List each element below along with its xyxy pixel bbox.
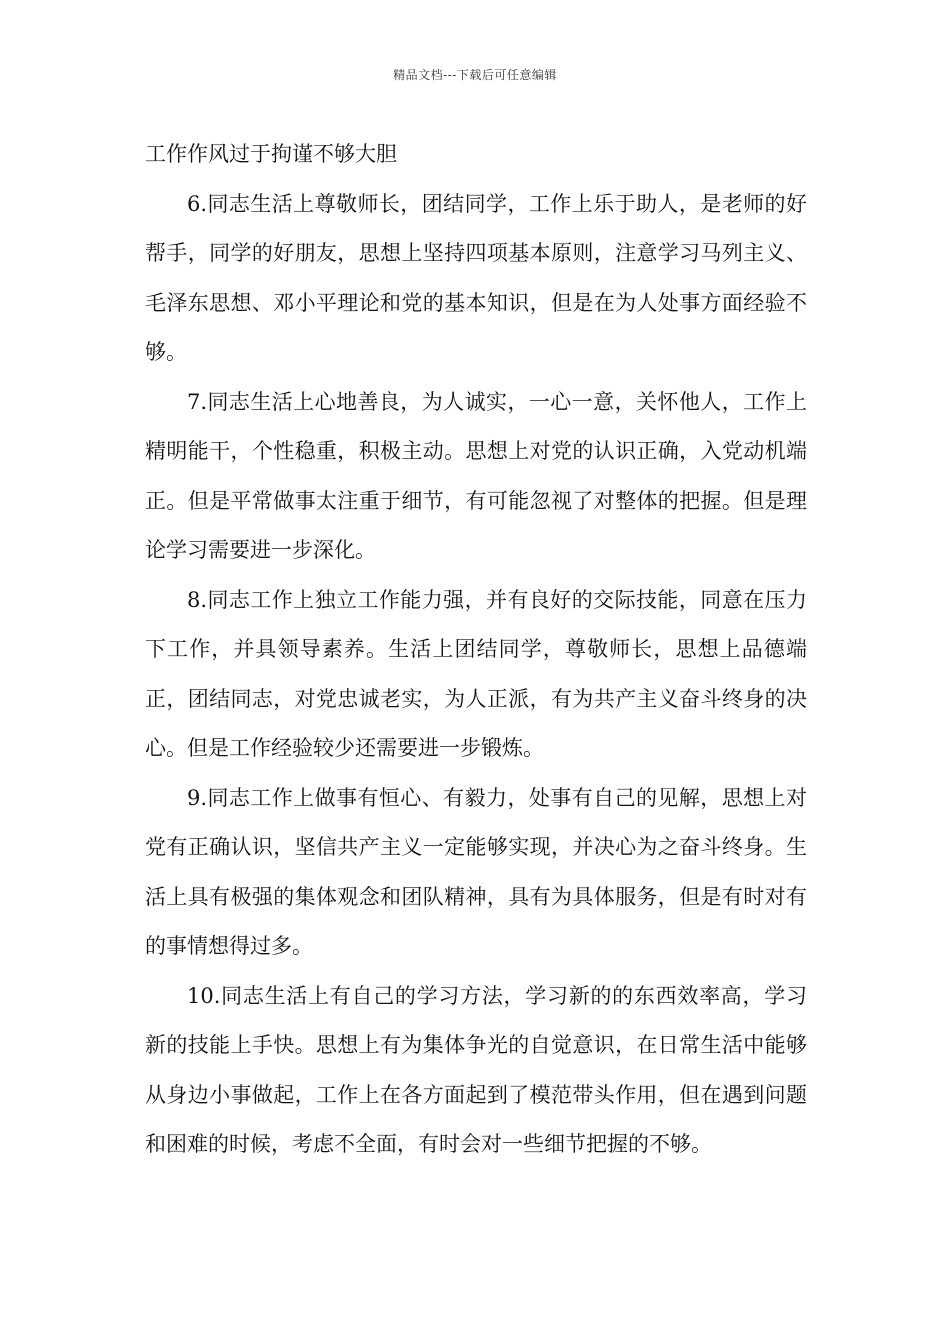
paragraph-item-9: 9.同志工作上做事有恒心、有毅力，处事有自己的见解，思想上对党有正确认识，坚信共产主义一定能够实现，并决心为之奋斗终身。生活上具有极强的集体观念和团队精神，具有为具体服务，但是有时对有的事情想得过多。: [145, 785, 807, 958]
paragraph-item-10: 10.同志生活上有自己的学习方法，学习新的的东西效率高，学习新的技能上手快。思想上有为集体争光的自觉意识，在日常生活中能够从身边小事做起，工作上在各方面起到了模范带头作用，但在遇到问题和困难的时候，考虑不全面，有时会对一些细节把握的不够。: [145, 983, 807, 1156]
paragraph-item-6: 6.同志生活上尊敬师长，团结同学，工作上乐于助人，是老师的好帮手，同学的好朋友，思想上坚持四项基本原则，注意学习马列主义、毛泽东思想、邓小平理论和党的基本知识，但是在为人处事方面经验不够。: [145, 191, 807, 364]
paragraph-continuation: 工作作风过于拘谨不够大胆: [145, 142, 397, 166]
paragraph-item-8: 8.同志工作上独立工作能力强，并有良好的交际技能，同意在压力下工作，并具领导素养。生活上团结同学，尊敬师长，思想上品德端正，团结同志，对党忠诚老实，为人正派，有为共产主义奋斗终身的决心。但是工作经验较少还需要进一步锻炼。: [145, 587, 807, 760]
paragraph-item-7: 7.同志生活上心地善良，为人诚实，一心一意，关怀他人，工作上精明能干，个性稳重，积极主动。思想上对党的认识正确，入党动机端正。但是平常做事太注重于细节，有可能忽视了对整体的把握。但是理论学习需要进一步深化。: [145, 389, 807, 562]
document-body: [145, 130, 807, 1170]
page-header: 精品文档---下载后可任意编辑: [393, 68, 557, 82]
